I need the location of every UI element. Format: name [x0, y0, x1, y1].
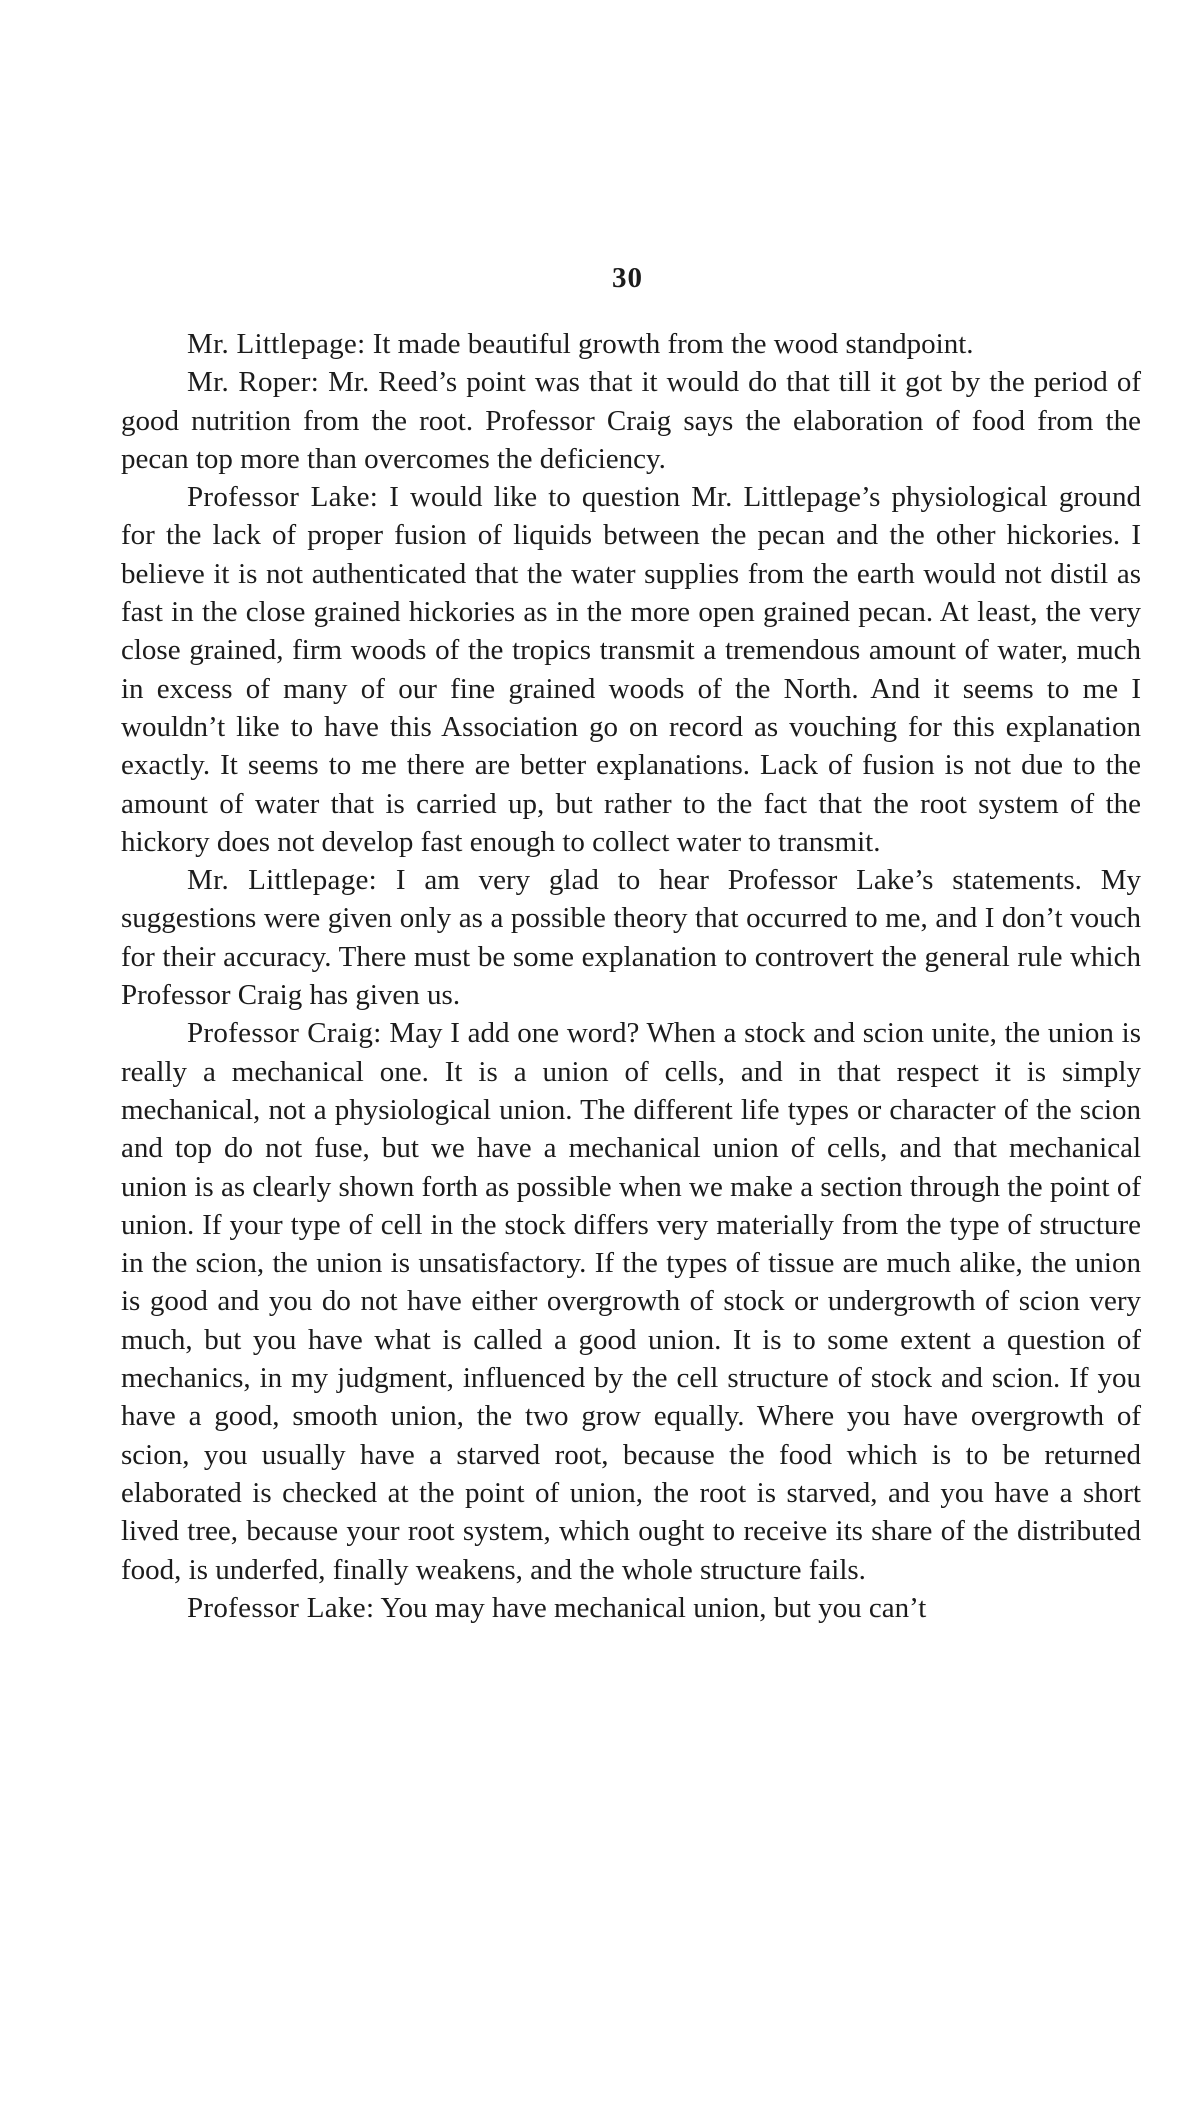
paragraph — [121, 478, 1141, 861]
speaker-name: Professor Lake: — [187, 481, 379, 514]
paragraph-text: Mr. Reed’s point was that it would do that till it got by the period of good nutrition from the root. Professor Craig says the elaboration of food from the pecan top more than overcomes the deficiency. — [121, 366, 1141, 475]
speaker-name: Mr. Littlepage: — [187, 864, 378, 897]
speaker-name: Mr. Roper: — [187, 366, 320, 399]
paragraph-text: It made beautiful growth from the wood standpoint. — [372, 328, 974, 360]
speaker-name: Mr. Littlepage: — [187, 328, 366, 360]
paragraph — [121, 363, 1141, 478]
body-text — [121, 325, 1141, 1627]
paragraph — [121, 861, 1141, 1014]
paragraph-text: You may have mechanical union, but you can’t — [380, 1591, 927, 1624]
paragraph — [121, 325, 1141, 363]
paragraph-text: I would like to question Mr. Littlepage’s physiological ground for the lack of proper fusion of liquids between the pecan and the other hickories. I believe it is not authenticated that the water supplies from the earth would not distil as fast in the close grained hickories as in the more open grained pecan. At least, the very close grained, firm woods of the tropics transmit a tremendous amount of water, much in excess of many of our fine grained woods of the North. And it seems to me I wouldn’t like to have this Association go on record as vouching for this explanation exactly. It seems to me there are better explanations. Lack of fusion is not due to the amount of water that is carried up, but rather to the fact that the root system of the hickory does not develop fast enough to collect water to transmit. — [121, 481, 1141, 858]
page-number: 30 — [612, 262, 643, 294]
paragraph — [121, 1014, 1141, 1588]
speaker-name: Professor Lake: — [187, 1591, 375, 1624]
paragraph-text: I am very glad to hear Professor Lake’s statements. My suggestions were given only as a possible theory that occurred to me, and I don’t vouch for their accuracy. There must be some explanation to controvert the general rule which Professor Craig has given us. — [121, 864, 1142, 1012]
paragraph — [121, 1589, 1141, 1627]
paragraph-text: May I add one word? When a stock and scion unite, the union is really a mechanical one. It is a union of cells, and in that respect it is simply mechanical, not a physiological union. The different life types or character of the scion and top do not fuse, but we have a mechanical union of cells, and that mechanical union is as clearly shown forth as possible when we make a section through the point of union. If your type of cell in the stock differs very materially from the type of structure in the scion, the union is unsatisfactory. If the types of tissue are much alike, the union is good and you do not have either overgrowth of stock or undergrowth of scion very much, but you have what is called a good union. It is to some extent a question of mechanics, in my judgment, influenced by the cell structure of stock and scion. If you have a good, smooth union, the two grow equally. Where you have overgrowth of scion, you usually have a starved root, because the food which is to be returned elaborated is checked at the point of union, the root is starved, and you have a short lived tree, because your root system, which ought to receive its share of the distributed food, is underfed, finally weakens, and the whole structure fails. — [121, 1017, 1141, 1586]
speaker-name: Professor Craig: — [187, 1017, 382, 1050]
